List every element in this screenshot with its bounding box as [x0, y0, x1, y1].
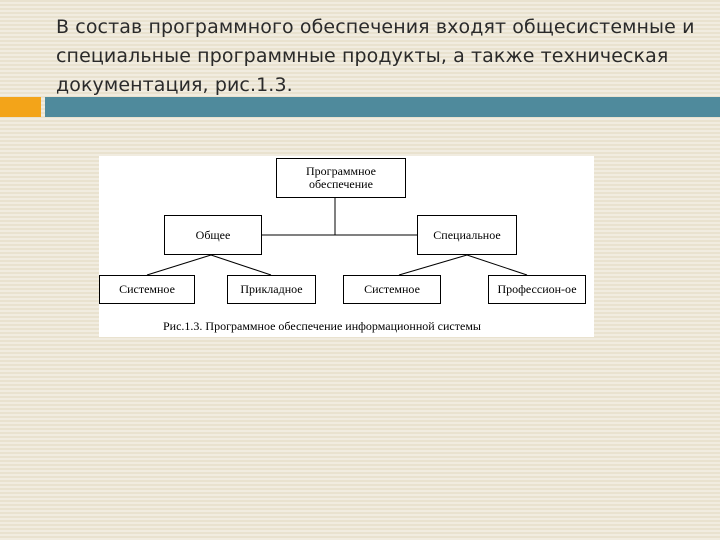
box-special: [417, 215, 517, 255]
figure-caption: Рис.1.3. Программное обеспечение информационной системы: [163, 319, 481, 333]
connector-general-to-system: [147, 255, 211, 275]
box-software-root-line2: обеспечение: [309, 177, 373, 191]
diagram-figure: [99, 156, 594, 337]
accent-bar-teal: [45, 97, 720, 117]
box-software-root-line1: Программное: [306, 164, 376, 178]
box-software-root: [276, 158, 406, 198]
accent-bar-orange: [0, 97, 41, 117]
box-general-system-label: Системное: [119, 282, 175, 296]
box-special-professional: [488, 275, 586, 304]
connector-general-to-applied: [211, 255, 271, 275]
box-general-label: Общее: [195, 227, 231, 242]
box-special-professional-label: Профессион-ое: [497, 282, 577, 296]
slide-title: В состав программного обеспечения входят общесистемные и специальные программные продукты, а также техническая документация, рис.1.3.: [56, 16, 695, 96]
connector-special-to-system: [399, 255, 467, 275]
box-general-system: [99, 275, 195, 304]
box-general-applied-label: Прикладное: [240, 282, 303, 296]
box-general-applied: [227, 275, 316, 304]
connector-special-to-professional: [467, 255, 527, 275]
box-special-system-label: Системное: [364, 282, 420, 296]
box-general: [164, 215, 262, 255]
box-special-system: [343, 275, 441, 304]
box-special-label: Специальное: [433, 227, 501, 242]
